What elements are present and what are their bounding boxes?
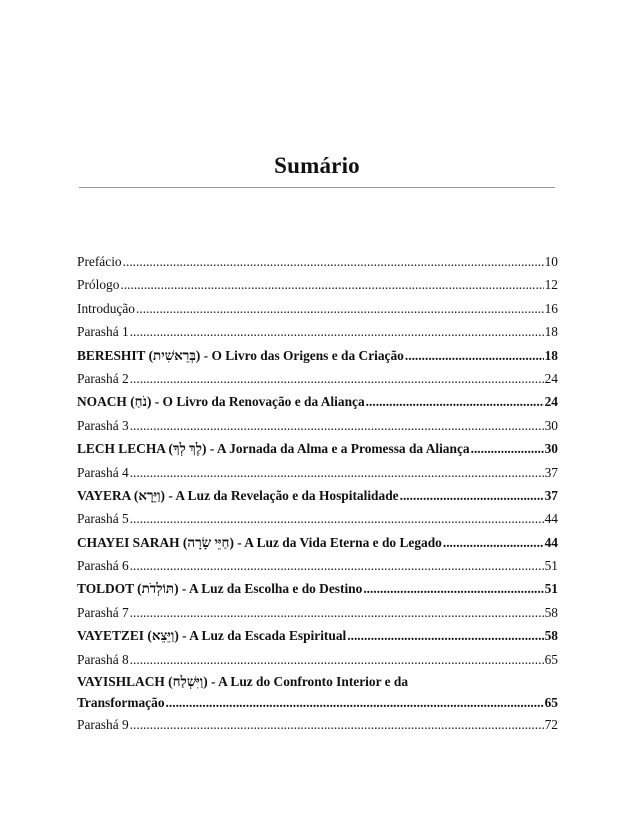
toc-dot-leader: [166, 692, 544, 713]
toc-page-number: 44: [544, 511, 558, 527]
toc-dot-leader: [130, 414, 544, 437]
toc-page-number: 30: [544, 441, 558, 457]
toc-entry-label: Parashá 2: [77, 370, 129, 386]
toc-chapter-entry[interactable]: [77, 671, 558, 713]
toc-chapter-entry[interactable]: [77, 390, 558, 413]
toc-page-number: 12: [544, 277, 558, 293]
toc-dot-leader: [130, 601, 544, 624]
toc-entry-label: Parashá 4: [77, 464, 129, 480]
toc-chapter-entry[interactable]: [77, 624, 558, 647]
toc-dot-leader: [130, 713, 544, 736]
toc-entry[interactable]: [77, 320, 558, 343]
toc-page-number: 10: [544, 254, 558, 269]
toc-entry-label: Parashá 6: [77, 558, 129, 574]
toc-chapter-entry[interactable]: [77, 577, 558, 600]
toc-page-number: 24: [544, 394, 558, 410]
toc-page-number: 30: [544, 417, 558, 433]
toc-entry[interactable]: [77, 297, 558, 320]
toc-entry[interactable]: [77, 648, 558, 671]
toc-chapter-entry[interactable]: [77, 484, 558, 507]
toc-entry-label: LECH LECHA (לֶךְ לְךָ) - A Jornada da Alma e a Promessa da Aliança: [77, 441, 470, 457]
toc-entry-label-continued: Transformação: [77, 695, 165, 711]
toc-entry-label: VAYISHLACH (וַיִּשְׁלַח) - A Luz do Confronto Interior e da: [77, 674, 409, 690]
toc-page-number: 51: [544, 558, 558, 574]
toc-page-number: 51: [544, 581, 558, 597]
toc-entry[interactable]: [77, 273, 558, 296]
toc-dot-leader: [471, 437, 544, 460]
toc-dot-leader: [130, 507, 544, 530]
toc-entry-label: Parashá 9: [77, 717, 129, 733]
toc-dot-leader: [400, 484, 544, 507]
toc-entry[interactable]: [77, 250, 558, 273]
toc-entry-label: TOLDOT (תּוֹלְדֹת) - A Luz da Escolha e do Destino: [77, 581, 363, 597]
toc-entry[interactable]: [77, 461, 558, 484]
toc-entry-label: Prefácio: [77, 254, 122, 269]
toc-entry[interactable]: [77, 713, 558, 736]
title-divider: [79, 187, 555, 188]
toc-entry[interactable]: [77, 554, 558, 577]
toc-chapter-entry[interactable]: [77, 437, 558, 460]
toc-dot-leader: [130, 320, 544, 343]
toc-dot-leader: [130, 554, 544, 577]
table-of-contents: [77, 250, 558, 736]
toc-entry[interactable]: [77, 601, 558, 624]
toc-page-number: 37: [544, 464, 558, 480]
toc-entry-label: Parashá 5: [77, 511, 129, 527]
toc-dot-leader: [120, 273, 543, 296]
toc-page-number: 72: [544, 717, 558, 733]
toc-entry-label: BERESHIT (בְּרֵאשִׁית) - O Livro das Origens e da Criação: [77, 347, 404, 363]
toc-page-number: 58: [544, 628, 558, 644]
toc-chapter-entry[interactable]: [77, 531, 558, 554]
toc-entry-label: Parashá 8: [77, 651, 129, 667]
toc-entry-label: VAYETZEI (וַיֵּצֵא) - A Luz da Escada Espiritual: [77, 628, 347, 644]
toc-entry-label: VAYERA (וַיֵּרָא) - A Luz da Revelação e da Hospitalidade: [77, 487, 399, 503]
toc-dot-leader: [405, 344, 544, 367]
toc-entry-label: Parashá 3: [77, 417, 129, 433]
toc-entry-label: CHAYEI SARAH (חַיֵּי שָׂרָה) - A Luz da Vida Eterna e do Legado: [77, 534, 442, 550]
toc-dot-leader: [366, 390, 544, 413]
page-title: Sumário: [274, 153, 360, 178]
toc-dot-leader: [347, 624, 543, 647]
toc-page-number: 37: [544, 487, 558, 503]
toc-entry[interactable]: [77, 507, 558, 530]
toc-entry-label: Prólogo: [77, 277, 120, 293]
toc-page-number: 24: [544, 370, 558, 386]
toc-chapter-entry[interactable]: [77, 344, 558, 367]
toc-dot-leader: [130, 648, 544, 671]
toc-dot-leader: [123, 250, 544, 273]
toc-page-number: 65: [544, 695, 558, 711]
toc-entry-label: Parashá 1: [77, 324, 129, 340]
toc-entry-label: Introdução: [77, 300, 136, 316]
toc-page-number: 65: [544, 651, 558, 667]
toc-dot-leader: [130, 461, 544, 484]
toc-page-number: 16: [544, 300, 558, 316]
toc-dot-leader: [443, 531, 544, 554]
toc-page-number: 58: [544, 604, 558, 620]
toc-page-number: 18: [544, 324, 558, 340]
toc-entry-label: NOACH (נֹחַ) - O Livro da Renovação e da Aliança: [77, 394, 365, 410]
toc-dot-leader: [363, 577, 543, 600]
toc-entry-continuation: [77, 692, 558, 713]
toc-entry[interactable]: [77, 414, 558, 437]
toc-page-number: 18: [544, 347, 558, 363]
toc-entry-label: Parashá 7: [77, 604, 129, 620]
toc-page-number: 44: [544, 534, 558, 550]
toc-entry[interactable]: [77, 367, 558, 390]
toc-dot-leader: [136, 297, 544, 320]
toc-dot-leader: [130, 367, 544, 390]
